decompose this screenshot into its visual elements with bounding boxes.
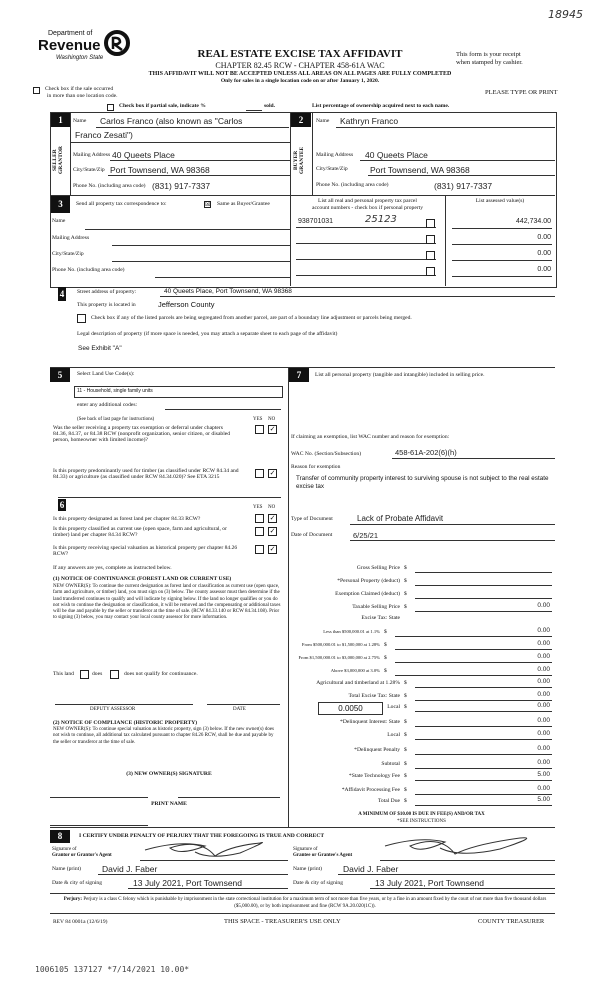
partial-sale-checkbox[interactable] xyxy=(107,104,114,111)
exemption-reason[interactable]: Transfer of community property interest to surviving spouse is not subject to the real estate excise tax xyxy=(296,475,549,490)
tax-row-label: Agricultural and timberland at 1.28% xyxy=(316,680,400,686)
form-warning: THIS AFFIDAVIT WILL NOT BE ACCEPTED UNLESS ALL AREAS ON ALL PAGES ARE FULLY COMPLETED xyxy=(148,71,452,77)
tax-row-field[interactable] xyxy=(395,675,552,676)
see-back-note: (See back of last page for instructions) xyxy=(77,417,155,422)
question-historic: Is this property receiving special valuation as historical property per chapter 84.26 RCW? xyxy=(53,545,238,557)
tax-row-field[interactable] xyxy=(415,739,552,740)
handwritten-number: 18945 xyxy=(548,8,583,21)
tax-row-value: 0.00 xyxy=(537,691,550,698)
multi-location-checkbox[interactable] xyxy=(33,87,40,94)
multi-location-label: in more than one location code. xyxy=(47,93,118,99)
partial-sale-field[interactable] xyxy=(246,110,262,111)
q-historic-no[interactable]: ✓ xyxy=(269,545,276,553)
tax-row-field[interactable] xyxy=(415,711,552,712)
dollar-sign: $ xyxy=(404,773,407,779)
tax-row-field[interactable] xyxy=(415,794,552,795)
assessed-value[interactable]: 0.00 xyxy=(537,266,551,273)
if-yes-note: If any answers are yes, complete as instructed below. xyxy=(53,565,172,571)
tax-row-label: *Delinquent Interest: State xyxy=(340,719,400,725)
no-header: NO xyxy=(268,505,276,510)
parcel-header: List all real and personal property tax parcel xyxy=(318,198,417,204)
section-3-number: 3 xyxy=(51,196,70,213)
minimum-due-note: A MINIMUM OF $10.00 IS DUE IN FEE(S) AND/OR TAX xyxy=(358,812,485,817)
seller-label: SELLER GRANTOR xyxy=(52,146,64,175)
legal-description[interactable]: See Exhibit "A" xyxy=(78,345,122,352)
perjury-notice xyxy=(55,896,555,910)
grantor-date[interactable]: 13 July 2021, Port Townsend xyxy=(133,878,242,888)
parcel-number[interactable]: 938701031 xyxy=(298,218,334,225)
tax-row-value: 0.00 xyxy=(537,785,550,792)
tax-row-label: Total Due xyxy=(377,798,400,804)
buyer-mailing-label: Mailing Address xyxy=(316,152,354,158)
tax-row-value: 5.00 xyxy=(537,771,550,778)
question-timber: Is this property predominantly used for timber (as classified under RCW 84.34 and 84.33) or agriculture (as classified under RCW 84.34.020)? See ETA 3215 xyxy=(53,468,239,480)
tax-row-value: 0.00 xyxy=(537,640,550,647)
tax-row-value: 0.00 xyxy=(537,653,550,660)
new-owner-signature-line[interactable] xyxy=(50,797,148,798)
tax-row-label: Taxable Selling Price xyxy=(352,604,400,610)
dollar-sign: $ xyxy=(404,747,407,753)
buyer-phone[interactable]: (831) 917-7337 xyxy=(434,181,493,191)
buyer-city[interactable]: Port Townsend, WA 98368 xyxy=(370,165,470,175)
dollar-sign: $ xyxy=(404,798,407,804)
s3-name-label: Name xyxy=(52,218,66,224)
tax-row-label: *Affidavit Processing Fee xyxy=(341,787,400,793)
parcel-field[interactable] xyxy=(296,227,436,228)
buyer-phone-label: Phone No. (including area code) xyxy=(316,182,389,188)
segregated-checkbox[interactable] xyxy=(77,314,86,323)
tax-row-field[interactable] xyxy=(415,700,552,701)
additional-codes-label: enter any additional codes: xyxy=(77,402,138,408)
yes-header: YES xyxy=(253,505,263,510)
tax-row-label: Local xyxy=(387,732,400,738)
local-rate: 0.0050 xyxy=(338,704,363,713)
dollar-sign: $ xyxy=(404,761,407,767)
tax-row-label: Total Excise Tax: State xyxy=(348,693,400,699)
buyer-name-label: Name xyxy=(316,118,330,124)
no-header: NO xyxy=(268,417,276,422)
legal-description-label: Legal description of property (if more space is needed, you may attach a separate sheet to each page of the affidavit) xyxy=(77,331,338,337)
tax-row-field[interactable] xyxy=(415,780,552,781)
grantor-sig-label: Grantor or Grantor's Agent xyxy=(52,853,112,858)
form-revision: REV 84 0001a (12/6/19) xyxy=(53,919,108,925)
assessed-value[interactable]: 0.00 xyxy=(537,234,551,241)
tax-row-value: 0.00 xyxy=(537,702,550,709)
dollar-sign: $ xyxy=(384,642,387,648)
land-use-code: 11 - Household, single family units xyxy=(77,388,153,394)
wac-label: WAC No. (Section/Subsection) xyxy=(291,451,362,457)
tax-row-value: 0.00 xyxy=(537,759,550,766)
perjury-bold: Perjury: xyxy=(63,897,83,902)
send-correspondence-label: Send all property tax correspondence to: xyxy=(76,201,167,207)
wac-number[interactable]: 458-61A-202(6)(h) xyxy=(395,448,457,457)
doc-date[interactable]: 6/25/21 xyxy=(353,531,379,540)
county-treasurer: COUNTY TREASURER xyxy=(478,918,545,925)
grantor-name-label: Name (print) xyxy=(52,866,82,872)
does-qualify-checkbox[interactable] xyxy=(80,670,89,679)
tax-row-field[interactable] xyxy=(415,598,552,599)
seller-city-label: City/State/Zip xyxy=(73,167,105,173)
located-label: This property is located in xyxy=(77,302,136,308)
seller-name[interactable]: Carlos Franco (also known as "Carlos xyxy=(100,116,243,126)
grantee-date[interactable]: 13 July 2021, Port Townsend xyxy=(375,878,484,888)
q-timber-yes[interactable] xyxy=(255,469,264,478)
assessed-value[interactable]: 442,734.00 xyxy=(515,218,551,225)
segregated-label: Check box if any of the listed parcels are being segregated from another parcel, are part of a boundary line adjustment or parcels being merged. xyxy=(91,315,412,321)
grantee-name-label: Name (print) xyxy=(293,866,323,872)
section-7-number: 7 xyxy=(289,368,309,382)
logo-line3: Washington State xyxy=(56,55,104,61)
buyer-mailing[interactable]: 40 Queets Place xyxy=(365,150,428,160)
dollar-sign: $ xyxy=(404,578,407,584)
form-only-for: Only for sales in a single location code on or after January 1, 2020. xyxy=(220,78,380,84)
dollar-sign: $ xyxy=(404,565,407,571)
tax-row-label: Less than $500,000.01 at 1.1% xyxy=(323,629,380,634)
doc-date-label: Date of Document xyxy=(291,532,333,538)
grantor-sig-label: Signature of xyxy=(52,847,77,852)
buyer-city-label: City/State/Zip xyxy=(316,166,348,172)
certify-statement: I CERTIFY UNDER PENALTY OF PERJURY THAT THE FOREGOING IS TRUE AND CORRECT xyxy=(79,833,325,839)
s3-mailing-field[interactable] xyxy=(112,245,290,246)
same-as-buyer-label: Same as Buyer/Grantee xyxy=(217,201,270,207)
dollar-sign: $ xyxy=(404,787,407,793)
tax-row-value: 0.00 xyxy=(537,717,550,724)
partial-sale-label: Check box if partial sale, indicate % xyxy=(119,103,206,109)
same-as-buyer-checkbox[interactable]: ☒ xyxy=(205,201,211,208)
see-instructions: *SEE INSTRUCTIONS xyxy=(397,819,446,824)
buyer-label: BUYER GRANTEE xyxy=(293,146,305,174)
additional-codes-field[interactable] xyxy=(165,409,281,410)
tax-row-label: Subtotal xyxy=(381,761,400,767)
tax-row-value: 0.00 xyxy=(537,678,550,685)
tax-row-field[interactable] xyxy=(395,662,552,663)
dollar-sign: $ xyxy=(404,719,407,725)
tax-row-label: Gross Selling Price xyxy=(356,565,400,571)
receipt-note: when stamped by cashier. xyxy=(456,59,523,66)
q-exemption-no[interactable]: ✓ xyxy=(269,425,276,433)
grantee-sig-label: Signature of xyxy=(293,847,318,852)
s3-name-field[interactable] xyxy=(85,229,290,230)
street-address[interactable]: 40 Queets Place, Port Townsend, WA 98368 xyxy=(164,288,292,295)
parcel-field[interactable] xyxy=(296,243,436,244)
tax-row-label: Exemption Claimed (deduct) xyxy=(335,591,400,597)
section-8-number: 8 xyxy=(50,830,70,843)
q-historic-yes[interactable] xyxy=(255,545,264,554)
tax-row-field[interactable] xyxy=(415,687,552,688)
deputy-assessor-label: DEPUTY ASSESSOR xyxy=(90,707,136,712)
grantor-name[interactable]: David J. Faber xyxy=(102,864,158,874)
tax-row-value: 0.00 xyxy=(537,730,550,737)
tax-row-field[interactable] xyxy=(395,636,552,637)
deputy-assessor-line[interactable] xyxy=(55,704,193,705)
parcel-header: account numbers - check box if personal property xyxy=(311,205,424,211)
personal-property-checkbox[interactable] xyxy=(426,251,435,260)
tax-row-field[interactable] xyxy=(395,649,552,650)
form-title: REAL ESTATE EXCISE TAX AFFIDAVIT xyxy=(197,48,403,60)
seller-name-cont[interactable]: Franco Zesati") xyxy=(75,130,133,140)
q-timber-no[interactable]: ✓ xyxy=(269,469,276,477)
question-exemption: Was the seller receiving a property tax exemption or deferral under chapters 84.36, 84.37, or 84.38 RCW (nonprofit organization, senior citizen, or disabled person, homeowner with limited income)? xyxy=(53,425,231,443)
new-owner-signature-line[interactable] xyxy=(178,797,280,798)
tax-row-field[interactable] xyxy=(415,572,552,573)
doc-type-label: Type of Document xyxy=(291,516,333,522)
dollar-sign: $ xyxy=(404,732,407,738)
dollar-sign: $ xyxy=(404,604,407,610)
notice2-text: NEW OWNER(S): To continue special valuation as historic property, sign (3) below. If the new owner(s) does not wish to continue, all additional tax calculated pursuant to chapter 84.26 RCW, shall be due and payable by the seller or transferor at the time of sale. xyxy=(53,727,274,745)
logo-line1: Department of xyxy=(48,30,93,37)
grantee-sig-label: Grantee or Grantee's Agent xyxy=(293,853,353,858)
s3-city-field[interactable] xyxy=(112,261,290,262)
tax-row-label: From $500,000.01 to $1,500,000 at 1.28% xyxy=(301,642,380,647)
tax-row-label: *Delinquent Penalty xyxy=(354,747,400,753)
tax-row-field[interactable] xyxy=(415,805,552,806)
section-4-number: 4 xyxy=(59,289,65,299)
q-forest-yes[interactable] xyxy=(255,514,264,523)
does-not-qualify-checkbox[interactable] xyxy=(110,670,119,679)
land-use-select[interactable] xyxy=(74,386,283,398)
tax-row-field[interactable] xyxy=(415,726,552,727)
reason-label: Reason for exemption xyxy=(291,464,341,470)
form-chapter: CHAPTER 82.45 RCW - CHAPTER 458-61A WAC xyxy=(215,61,385,70)
section-5-number: 5 xyxy=(50,368,70,382)
tax-row-label: From $1,500,000.01 to $3,000,000 at 2.75% xyxy=(298,655,380,660)
dollar-sign: $ xyxy=(384,629,387,635)
tax-row-field[interactable] xyxy=(415,585,552,586)
tax-row-value: 0.00 xyxy=(537,602,550,609)
receipt-note: This form is your receipt xyxy=(456,51,521,58)
perjury-text: Perjury is a class C felony which is punishable by imprisonment in the state correctional institution for a maximum term of not more than five years, or by a fine in an amount fixed by the court of not more than five thousand dollars ($5,000.00), or by both imprisonment and fine (RCW 9A.20.020(1C)). xyxy=(83,897,547,909)
assessed-value-header: List assessed value(s) xyxy=(475,198,525,204)
q-forest-no[interactable]: ✓ xyxy=(269,514,276,522)
parcel-field[interactable] xyxy=(296,259,436,260)
section-6-number: 6 xyxy=(59,500,65,510)
seller-mailing[interactable]: 40 Queets Place xyxy=(112,150,175,160)
q-current-use-no[interactable]: ✓ xyxy=(269,527,276,535)
tax-row-label: *Personal Property (deduct) xyxy=(337,578,400,584)
notice1-title: (1) NOTICE OF CONTINUANCE (FOREST LAND OR CURRENT USE) xyxy=(53,576,232,582)
question-current-use: Is this property classified as current use (open space, farm and agricultural, or timber) land per chapter 84.34 RCW? xyxy=(53,526,227,538)
please-type: PLEASE TYPE OR PRINT xyxy=(485,89,558,96)
dollar-sign: $ xyxy=(404,680,407,686)
question-forest: Is this property designated as forest land per chapter 84.33 RCW? xyxy=(53,516,201,522)
parcel-field[interactable] xyxy=(296,275,436,276)
new-owner-signature-title: (3) NEW OWNER(S) SIGNATURE xyxy=(126,771,212,777)
dollar-sign: $ xyxy=(384,655,387,661)
sold-label: sold. xyxy=(264,103,276,109)
dollar-sign: $ xyxy=(404,693,407,699)
cashier-stamp: 1006105 137127 *7/14/2021 10.00* xyxy=(35,965,190,974)
buyer-name[interactable]: Kathryn Franco xyxy=(340,116,399,126)
q-current-use-yes[interactable] xyxy=(255,527,264,536)
multi-location-label: Check box if the sale occurred xyxy=(45,86,114,92)
grantee-name[interactable]: David J. Faber xyxy=(343,864,399,874)
tax-row-label: Local xyxy=(387,704,400,710)
tax-row-value: 0.00 xyxy=(537,666,550,673)
tax-row-label: *State Technology Fee xyxy=(348,773,400,779)
print-name-label: PRINT NAME xyxy=(151,801,187,807)
tax-row-field[interactable] xyxy=(415,611,552,612)
treasurer-space: THIS SPACE - TREASURER'S USE ONLY xyxy=(224,918,341,925)
notice2-title: (2) NOTICE OF COMPLIANCE (HISTORIC PROPERTY) xyxy=(53,720,198,726)
yes-header: YES xyxy=(253,417,263,422)
grantor-date-label: Date & city of signing xyxy=(52,880,103,886)
tax-row-field[interactable] xyxy=(415,754,552,755)
seller-city[interactable]: Port Townsend, WA 98368 xyxy=(110,165,210,175)
tax-row-label: Excise Tax: State xyxy=(361,615,400,621)
personal-property-checkbox[interactable] xyxy=(426,219,435,228)
tax-row-value: 5.00 xyxy=(537,796,550,803)
s3-phone-label: Phone No. (including area code) xyxy=(52,267,125,273)
logo-line2: Revenue xyxy=(38,37,101,54)
section-2-number: 2 xyxy=(291,113,311,127)
seller-phone[interactable]: (831) 917-7337 xyxy=(152,181,211,191)
s3-phone-field[interactable] xyxy=(155,277,290,278)
seller-name-label: Name xyxy=(73,118,87,124)
does-label: does xyxy=(92,671,103,677)
personal-property-checkbox[interactable] xyxy=(426,267,435,276)
list-percentage-label: List percentage of ownership acquired next to each name. xyxy=(312,103,450,109)
notice1-text: NEW OWNER(S): To continue the current designation as forest land or classification as current use (open space, farm and agriculture, or timber) land, you must sign on (3) below. The county assessor must then determine if the land transferred continues to qualify and will indicate by signing below. If the land no longer qualifies or you do not wish to continue the designation or classification, it will be removed and the compensating or additional taxes will be due and payable by the seller or transferor at the time of sale. (RCW 84.33.140 or RCW 84.34.108). Prior to signing (3) below, you may contact your local county assessor for more information. xyxy=(53,584,281,621)
s3-city-label: City/State/Zip xyxy=(52,251,84,257)
section-1-number: 1 xyxy=(51,113,70,127)
s3-mailing-label: Mailing Address xyxy=(52,235,90,241)
street-label: Street address of property: xyxy=(77,289,137,295)
assessed-value[interactable]: 0.00 xyxy=(537,250,551,257)
dollar-sign: $ xyxy=(404,704,407,710)
seller-mailing-label: Mailing Address xyxy=(73,152,111,158)
personal-property-checkbox[interactable] xyxy=(426,235,435,244)
dollar-sign: $ xyxy=(404,591,407,597)
county[interactable]: Jefferson County xyxy=(158,300,215,309)
dollar-sign: $ xyxy=(384,668,387,674)
seller-phone-label: Phone No. (including area code) xyxy=(73,183,146,189)
personal-property-label: List all personal property (tangible and intangible) included in selling price. xyxy=(315,372,485,378)
tax-row-value: 0.00 xyxy=(537,627,550,634)
exemption-label: If claiming an exemption, list WAC number and reason for exemption: xyxy=(291,434,450,440)
grantee-date-label: Date & city of signing xyxy=(293,880,344,886)
date-label: DATE xyxy=(233,707,246,712)
this-land-label: This land xyxy=(53,671,74,677)
grantee-signature[interactable] xyxy=(380,834,540,862)
parcel-handwritten: 25123 xyxy=(365,214,397,225)
does-not-label: does not qualify for continuance. xyxy=(124,671,198,677)
tax-row-value: 0.00 xyxy=(537,745,550,752)
tax-row-label: Above $3,000,000 at 3.0% xyxy=(330,668,380,673)
doc-type[interactable]: Lack of Probate Affidavit xyxy=(357,514,444,523)
tax-row-field[interactable] xyxy=(415,768,552,769)
land-use-label: Select Land Use Code(s): xyxy=(77,371,135,377)
q-exemption-yes[interactable] xyxy=(255,425,264,434)
